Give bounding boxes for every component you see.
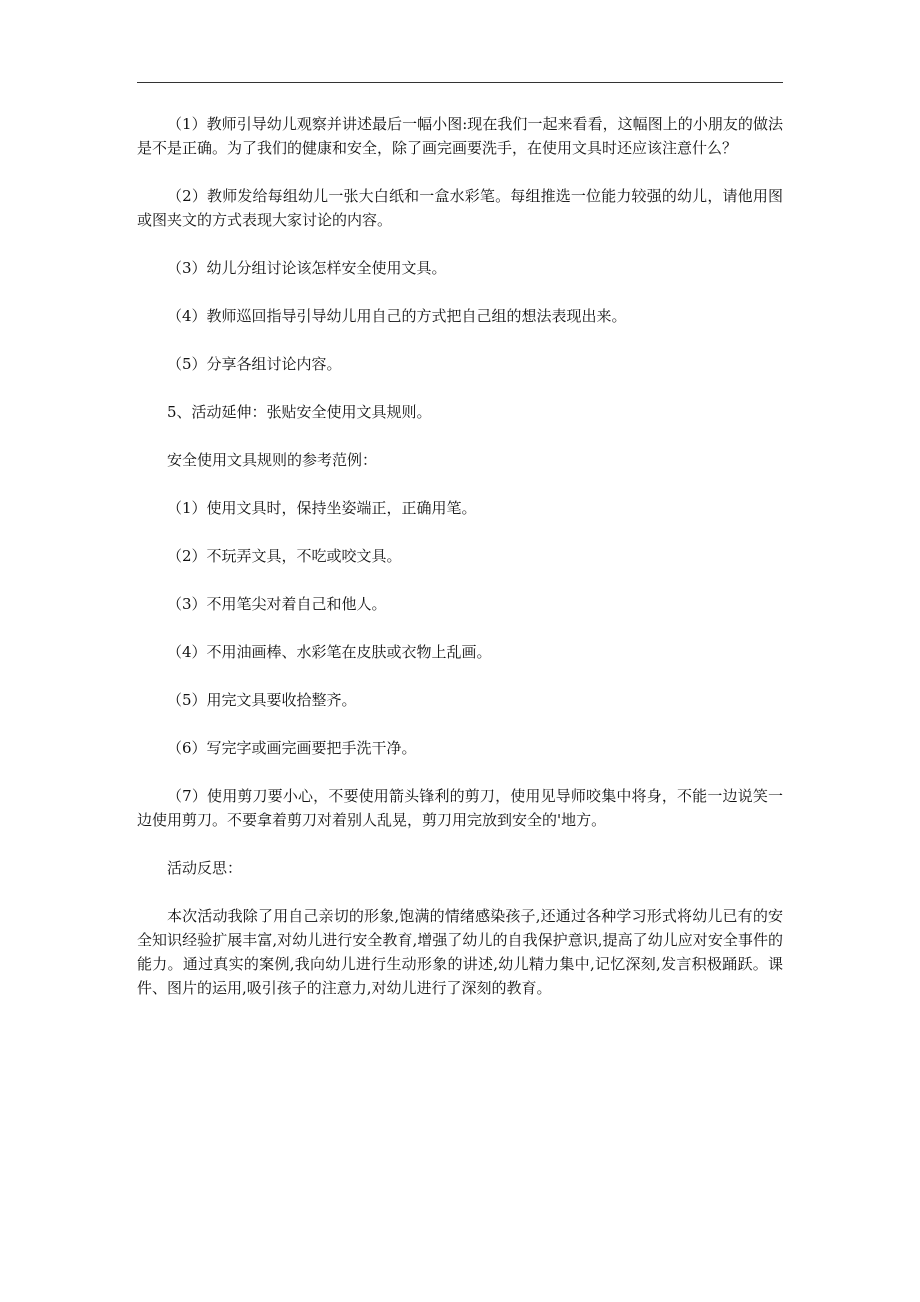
rules-heading: 安全使用文具规则的参考范例： — [167, 451, 378, 469]
rule-item-6: （6）写完字或画完画要把手洗干净。 — [167, 739, 417, 757]
rule-item-2: （2）不玩弄文具，不吃或咬文具。 — [167, 547, 402, 565]
header-rule — [137, 82, 783, 83]
rule-item-3: （3）不用笔尖对着自己和他人。 — [167, 595, 387, 613]
rule-item-1: （1）使用文具时，保持坐姿端正，正确用笔。 — [167, 499, 477, 517]
paragraph-step-2: （2）教师发给每组幼儿一张大白纸和一盒水彩笔。每组推选一位能力较强的幼儿，请他用图或图夹文的方式表现大家讨论的内容。 — [137, 187, 783, 229]
paragraph-step-1: （1）教师引导幼儿观察并讲述最后一幅小图:现在我们一起来看看，这幅图上的小朋友的做法是不是正确。为了我们的健康和安全，除了画完画要洗手，在使用文具时还应该注意什么？ — [137, 115, 783, 157]
rule-item-5: （5）用完文具要收拾整齐。 — [167, 691, 357, 709]
paragraph-step-4: （4）教师巡回指导引导幼儿用自己的方式把自己组的想法表现出来。 — [167, 307, 627, 325]
reflection-paragraph: 本次活动我除了用自己亲切的形象,饱满的情绪感染孩子,还通过各种学习形式将幼儿已有的安全知识经验扩展丰富,对幼儿进行安全教育,增强了幼儿的自我保护意识,提高了幼儿应对安全事件的能力。通过真实的案例,我向幼儿进行生动形象的讲述,幼儿精力集中,记忆深刻,发言积极踊跃。课件、图片的运用,吸引孩子的注意力,对幼儿进行了深刻的教育。 — [137, 907, 783, 997]
reflection-heading: 活动反思： — [167, 859, 243, 877]
rule-item-4: （4）不用油画棒、水彩笔在皮肤或衣物上乱画。 — [167, 643, 492, 661]
rule-item-7: （7）使用剪刀要小心，不要使用箭头锋利的剪刀，使用见导师咬集中将身，不能一边说笑一边使用剪刀。不要拿着剪刀对着别人乱晃，剪刀用完放到安全的'地方。 — [137, 787, 783, 829]
document-body — [137, 112, 783, 1000]
paragraph-step-3: （3）幼儿分组讨论该怎样安全使用文具。 — [167, 259, 447, 277]
section-activity-extension: 5、活动延伸：张贴安全使用文具规则。 — [167, 403, 432, 421]
paragraph-step-5: （5）分享各组讨论内容。 — [167, 355, 342, 373]
